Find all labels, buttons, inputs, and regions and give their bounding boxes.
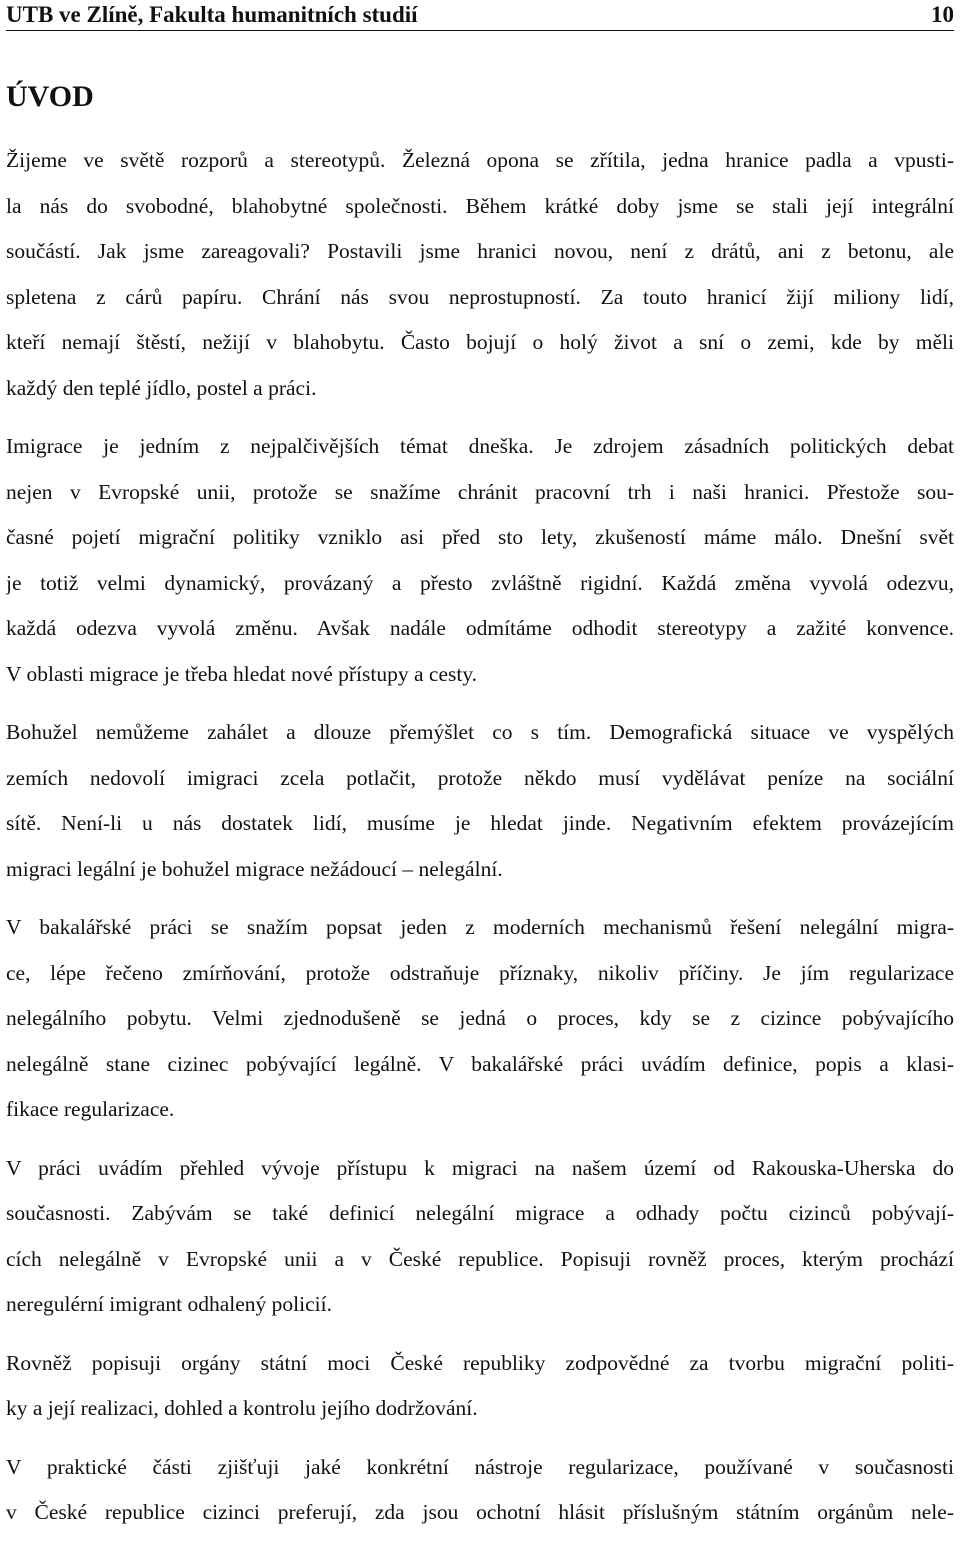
text-line: V praktické části zjišťuji jaké konkrétní nástroje regularizace, používané v současnosti [6, 1454, 954, 1479]
text-line: ky a její realizaci, dohled a kontrolu jejího dodržování. [6, 1396, 478, 1420]
paragraph [6, 1341, 954, 1432]
text-line: Bohužel nemůžeme zahálet a dlouze přemýšlet co s tím. Demografická situace ve vyspělých [6, 720, 954, 744]
text-line: ce, lépe řečeno zmírňování, protože odstraňuje příznaky, nikoliv příčiny. Je jím regularizace [6, 960, 954, 985]
text-line: fikace regularizace. [6, 1097, 175, 1121]
text-line: cích nelegálně v Evropské unii a v České republice. Popisuji rovněž proces, kterým prochází [6, 1246, 954, 1271]
paragraph [6, 905, 954, 1133]
text-line: součástí. Jak jsme zareagovali? Postavili jsme hranici novou, není z drátů, ani z betonu, ale [6, 239, 954, 263]
text-line: sítě. Není-li u nás dostatek lidí, musíme je hledat jinde. Negativním efektem provázejícím [6, 811, 954, 835]
text-line: nelegálně stane cizinec pobývající legálně. V bakalářské práci uvádím definice, popis a klasi- [6, 1051, 954, 1076]
text-line: V oblasti migrace je třeba hledat nové přístupy a cesty. [6, 661, 478, 686]
text-line: V práci uvádím přehled vývoje přístupu k migraci na našem území od Rakouska-Uherska do [6, 1155, 954, 1180]
text-line: neregulérní imigrant odhalený policií. [6, 1292, 332, 1316]
body-text [6, 138, 954, 1549]
text-line: Rovněž popisuji orgány státní moci České republiky zodpovědné za tvorbu migrační politi- [6, 1350, 954, 1375]
section-heading: ÚVOD [6, 80, 94, 113]
text-line: spletena z cárů papíru. Chrání nás svou neprostupností. Za touto hranicí žijí miliony lidí, [6, 284, 954, 309]
text-line: V bakalářské práci se snažím popsat jeden z moderních mechanismů řešení nelegální migra- [6, 915, 954, 939]
paragraph [6, 1445, 954, 1536]
paragraph [6, 424, 954, 697]
text-line: nejen v Evropské unii, protože se snažíme chránit pracovní trh i naši hranici. Přestože sou- [6, 479, 954, 504]
text-line: nelegálního pobytu. Velmi zjednodušeně se jedná o proces, kdy se z cizince pobývajícího [6, 1006, 954, 1030]
text-line: la nás do svobodné, blahobytné společnosti. Během krátké doby jsme se stali její integrální [6, 193, 954, 218]
paragraph [6, 1146, 954, 1328]
text-line: současnosti. Zabývám se také definicí nelegální migrace a odhady počtu cizinců pobývají- [6, 1201, 954, 1225]
text-line: každá odezva vyvolá změnu. Avšak nadále odmítáme odhodit stereotypy a zažité konvence. [6, 616, 954, 640]
text-line: Žijeme ve světě rozporů a stereotypů. Železná opona se zřítila, jedna hranice padla a vpusti- [6, 148, 954, 172]
paragraph [6, 138, 954, 411]
text-line: každý den teplé jídlo, postel a práci. [6, 375, 317, 400]
text-line: Imigrace je jedním z nejpalčivějších témat dneška. Je zdrojem zásadních politických debat [6, 434, 954, 458]
page-number: 10 [931, 2, 954, 27]
text-line: časné pojetí migrační politiky vzniklo asi před sto lety, zkušeností máme málo. Dnešní svět [6, 525, 954, 549]
page-header [6, 0, 954, 31]
text-line: je totiž velmi dynamický, provázaný a přesto zvláštně rigidní. Každá změna vyvolá odezvu, [6, 570, 954, 595]
text-line: migraci legální je bohužel migrace nežádoucí – nelegální. [6, 856, 503, 881]
text-line: kteří nemají štěstí, nežijí v blahobytu. Často bojují o holý život a sní o zemi, kde by měli [6, 330, 954, 354]
text-line: zemích nedovolí imigraci zcela potlačit, protože někdo musí vydělávat peníze na sociální [6, 765, 954, 790]
paragraph [6, 710, 954, 892]
header-title: UTB ve Zlíně, Fakulta humanitních studií [6, 2, 418, 27]
text-line: v České republice cizinci preferují, zda jsou ochotní hlásit příslušným státním orgánům nele- [6, 1500, 954, 1524]
